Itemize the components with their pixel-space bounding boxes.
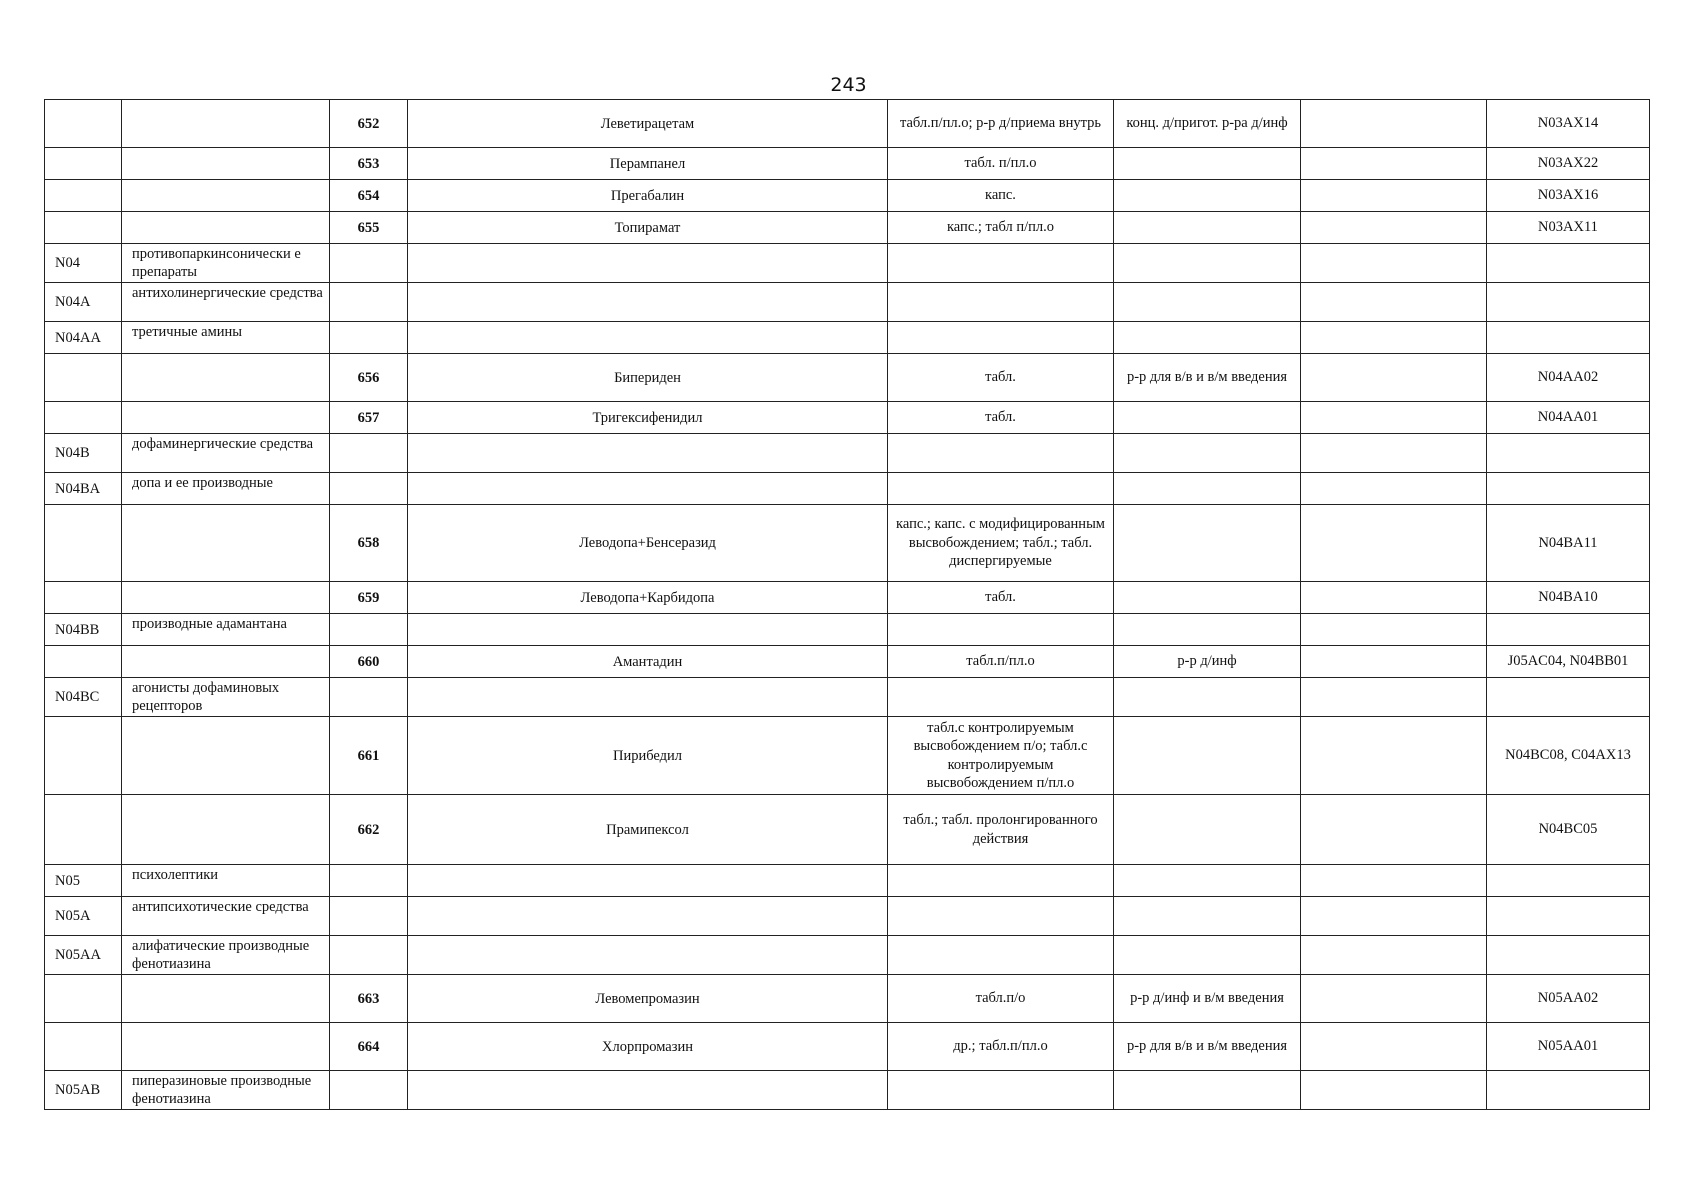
item-number [330, 244, 408, 283]
atc-group-name: допа и ее производные [122, 473, 330, 505]
atc-group-name [122, 717, 330, 795]
dosage-form-extra [1114, 244, 1301, 283]
notes [1301, 354, 1487, 402]
atc-group-code: N04BC [45, 678, 122, 717]
notes [1301, 1071, 1487, 1110]
item-number [330, 1071, 408, 1110]
drug-name: Прегабалин [408, 180, 888, 212]
drug-name: Тригексифенидил [408, 402, 888, 434]
dosage-form-extra [1114, 212, 1301, 244]
atc-group-code: N04AA [45, 322, 122, 354]
item-number [330, 614, 408, 646]
item-number [330, 865, 408, 897]
drug-row [45, 1023, 1650, 1071]
dosage-form: капс.; табл п/пл.о [888, 212, 1114, 244]
dosage-form-extra [1114, 283, 1301, 322]
atc-group-code [45, 505, 122, 582]
item-number: 658 [330, 505, 408, 582]
atc-code: N04AA02 [1487, 354, 1650, 402]
drug-row [45, 505, 1650, 582]
dosage-form: табл. [888, 354, 1114, 402]
notes [1301, 614, 1487, 646]
dosage-form-extra [1114, 795, 1301, 865]
atc-group-name [122, 148, 330, 180]
table-body [45, 100, 1650, 1110]
drug-name [408, 897, 888, 936]
atc-group-code [45, 180, 122, 212]
category-row [45, 865, 1650, 897]
item-number [330, 434, 408, 473]
atc-code [1487, 897, 1650, 936]
drug-row [45, 148, 1650, 180]
drug-name [408, 1071, 888, 1110]
dosage-form-extra: р-р для в/в и в/м введения [1114, 1023, 1301, 1071]
atc-code [1487, 936, 1650, 975]
dosage-form [888, 283, 1114, 322]
atc-code: N04BA11 [1487, 505, 1650, 582]
atc-group-code: N05 [45, 865, 122, 897]
atc-group-name [122, 1023, 330, 1071]
notes [1301, 865, 1487, 897]
dosage-form [888, 897, 1114, 936]
atc-group-code [45, 975, 122, 1023]
atc-group-name [122, 212, 330, 244]
dosage-form [888, 1071, 1114, 1110]
dosage-form-extra [1114, 717, 1301, 795]
drug-table [44, 99, 1650, 1110]
category-row [45, 936, 1650, 975]
atc-code: N04AA01 [1487, 402, 1650, 434]
notes [1301, 434, 1487, 473]
category-row [45, 473, 1650, 505]
drug-name: Хлорпромазин [408, 1023, 888, 1071]
notes [1301, 582, 1487, 614]
drug-name: Леводопа+Карбидопа [408, 582, 888, 614]
atc-group-name [122, 795, 330, 865]
drug-row [45, 582, 1650, 614]
drug-name: Леветирацетам [408, 100, 888, 148]
dosage-form [888, 865, 1114, 897]
atc-group-name: психолептики [122, 865, 330, 897]
atc-group-code: N04 [45, 244, 122, 283]
notes [1301, 505, 1487, 582]
atc-code [1487, 678, 1650, 717]
atc-group-name: антипсихотические средства [122, 897, 330, 936]
category-row [45, 897, 1650, 936]
item-number: 656 [330, 354, 408, 402]
drug-name [408, 322, 888, 354]
atc-group-name: пиперазиновые производные фенотиазина [122, 1071, 330, 1110]
atc-code [1487, 865, 1650, 897]
atc-code [1487, 1071, 1650, 1110]
atc-group-name [122, 505, 330, 582]
dosage-form [888, 614, 1114, 646]
dosage-form: табл.с контролируемым высвобождением п/о; табл.с контролируемым высвобождением п/пл.о [888, 717, 1114, 795]
atc-code: N04BC08, C04AX13 [1487, 717, 1650, 795]
drug-row [45, 717, 1650, 795]
category-row [45, 283, 1650, 322]
atc-group-name: третичные амины [122, 322, 330, 354]
notes [1301, 897, 1487, 936]
notes [1301, 795, 1487, 865]
notes [1301, 717, 1487, 795]
atc-group-code [45, 212, 122, 244]
atc-group-name [122, 354, 330, 402]
category-row [45, 322, 1650, 354]
atc-code [1487, 614, 1650, 646]
atc-code: N05AA01 [1487, 1023, 1650, 1071]
atc-group-name: производные адамантана [122, 614, 330, 646]
category-row [45, 678, 1650, 717]
dosage-form-extra [1114, 322, 1301, 354]
atc-group-code [45, 795, 122, 865]
atc-group-code [45, 646, 122, 678]
notes [1301, 180, 1487, 212]
atc-code: N03AX22 [1487, 148, 1650, 180]
atc-group-name [122, 402, 330, 434]
item-number [330, 473, 408, 505]
atc-code [1487, 322, 1650, 354]
atc-group-code: N04B [45, 434, 122, 473]
drug-row [45, 646, 1650, 678]
dosage-form-extra [1114, 1071, 1301, 1110]
drug-name: Пирибедил [408, 717, 888, 795]
atc-group-name [122, 582, 330, 614]
item-number: 661 [330, 717, 408, 795]
atc-group-code [45, 717, 122, 795]
atc-group-code [45, 402, 122, 434]
dosage-form-extra: р-р д/инф и в/м введения [1114, 975, 1301, 1023]
drug-row [45, 180, 1650, 212]
atc-group-name: дофаминергические средства [122, 434, 330, 473]
drug-row [45, 402, 1650, 434]
drug-name: Перампанел [408, 148, 888, 180]
item-number: 660 [330, 646, 408, 678]
atc-code: N05AA02 [1487, 975, 1650, 1023]
dosage-form-extra [1114, 402, 1301, 434]
atc-group-name: антихолинергические средства [122, 283, 330, 322]
item-number: 654 [330, 180, 408, 212]
notes [1301, 244, 1487, 283]
notes [1301, 283, 1487, 322]
atc-group-code: N04BB [45, 614, 122, 646]
atc-code: N04BA10 [1487, 582, 1650, 614]
dosage-form-extra [1114, 614, 1301, 646]
dosage-form [888, 678, 1114, 717]
dosage-form: табл. п/пл.о [888, 148, 1114, 180]
drug-name [408, 936, 888, 975]
notes [1301, 936, 1487, 975]
atc-group-code [45, 582, 122, 614]
notes [1301, 473, 1487, 505]
item-number: 657 [330, 402, 408, 434]
category-row [45, 1071, 1650, 1110]
atc-group-code [45, 354, 122, 402]
category-row [45, 244, 1650, 283]
dosage-form [888, 434, 1114, 473]
dosage-form-extra [1114, 865, 1301, 897]
drug-name: Прамипексол [408, 795, 888, 865]
notes [1301, 212, 1487, 244]
atc-code: N03AX14 [1487, 100, 1650, 148]
atc-group-code [45, 1023, 122, 1071]
item-number: 653 [330, 148, 408, 180]
atc-group-code: N05AB [45, 1071, 122, 1110]
atc-code: N03AX16 [1487, 180, 1650, 212]
item-number: 663 [330, 975, 408, 1023]
item-number [330, 897, 408, 936]
atc-code [1487, 244, 1650, 283]
atc-code: N04BC05 [1487, 795, 1650, 865]
drug-name [408, 473, 888, 505]
drug-row [45, 100, 1650, 148]
dosage-form-extra [1114, 148, 1301, 180]
notes [1301, 646, 1487, 678]
category-row [45, 434, 1650, 473]
drug-name: Топирамат [408, 212, 888, 244]
dosage-form-extra [1114, 582, 1301, 614]
atc-code: N03AX11 [1487, 212, 1650, 244]
drug-name [408, 283, 888, 322]
drug-row [45, 354, 1650, 402]
dosage-form: капс.; капс. с модифицированным высвобождением; табл.; табл. диспергируемые [888, 505, 1114, 582]
dosage-form: табл.; табл. пролонгированного действия [888, 795, 1114, 865]
dosage-form: табл. [888, 582, 1114, 614]
dosage-form-extra: конц. д/пригот. р-ра д/инф [1114, 100, 1301, 148]
dosage-form: табл.п/пл.о; р-р д/приема внутрь [888, 100, 1114, 148]
category-row [45, 614, 1650, 646]
atc-group-code: N04A [45, 283, 122, 322]
atc-code: J05AC04, N04BB01 [1487, 646, 1650, 678]
dosage-form: табл. [888, 402, 1114, 434]
atc-code [1487, 283, 1650, 322]
atc-group-code [45, 100, 122, 148]
drug-name [408, 614, 888, 646]
item-number [330, 322, 408, 354]
notes [1301, 1023, 1487, 1071]
drug-name: Леводопа+Бенсеразид [408, 505, 888, 582]
atc-group-name: противопаркинсонически е препараты [122, 244, 330, 283]
dosage-form-extra: р-р д/инф [1114, 646, 1301, 678]
dosage-form: капс. [888, 180, 1114, 212]
dosage-form [888, 936, 1114, 975]
item-number: 652 [330, 100, 408, 148]
dosage-form: табл.п/пл.о [888, 646, 1114, 678]
dosage-form-extra [1114, 897, 1301, 936]
item-number [330, 678, 408, 717]
dosage-form-extra [1114, 678, 1301, 717]
dosage-form-extra [1114, 473, 1301, 505]
atc-code [1487, 473, 1650, 505]
drug-row [45, 795, 1650, 865]
dosage-form: табл.п/о [888, 975, 1114, 1023]
notes [1301, 148, 1487, 180]
dosage-form-extra [1114, 180, 1301, 212]
atc-group-name [122, 180, 330, 212]
dosage-form [888, 244, 1114, 283]
atc-group-name [122, 100, 330, 148]
drug-name [408, 434, 888, 473]
item-number: 655 [330, 212, 408, 244]
drug-name: Амантадин [408, 646, 888, 678]
notes [1301, 975, 1487, 1023]
drug-row [45, 975, 1650, 1023]
atc-group-code: N05A [45, 897, 122, 936]
notes [1301, 402, 1487, 434]
item-number [330, 936, 408, 975]
dosage-form [888, 322, 1114, 354]
drug-name: Бипериден [408, 354, 888, 402]
item-number: 662 [330, 795, 408, 865]
atc-group-name: агонисты дофаминовых рецепторов [122, 678, 330, 717]
drug-name [408, 244, 888, 283]
dosage-form [888, 473, 1114, 505]
dosage-form-extra: р-р для в/в и в/м введения [1114, 354, 1301, 402]
notes [1301, 100, 1487, 148]
page-number: 243 [830, 74, 867, 96]
atc-group-code: N05AA [45, 936, 122, 975]
atc-group-name [122, 646, 330, 678]
atc-group-code: N04BA [45, 473, 122, 505]
atc-group-name: алифатические производные фенотиазина [122, 936, 330, 975]
item-number: 659 [330, 582, 408, 614]
atc-code [1487, 434, 1650, 473]
dosage-form-extra [1114, 936, 1301, 975]
drug-name [408, 865, 888, 897]
item-number: 664 [330, 1023, 408, 1071]
drug-row [45, 212, 1650, 244]
dosage-form-extra [1114, 505, 1301, 582]
atc-group-code [45, 148, 122, 180]
item-number [330, 283, 408, 322]
atc-group-name [122, 975, 330, 1023]
dosage-form-extra [1114, 434, 1301, 473]
notes [1301, 678, 1487, 717]
notes [1301, 322, 1487, 354]
drug-name [408, 678, 888, 717]
dosage-form: др.; табл.п/пл.о [888, 1023, 1114, 1071]
drug-name: Левомепромазин [408, 975, 888, 1023]
